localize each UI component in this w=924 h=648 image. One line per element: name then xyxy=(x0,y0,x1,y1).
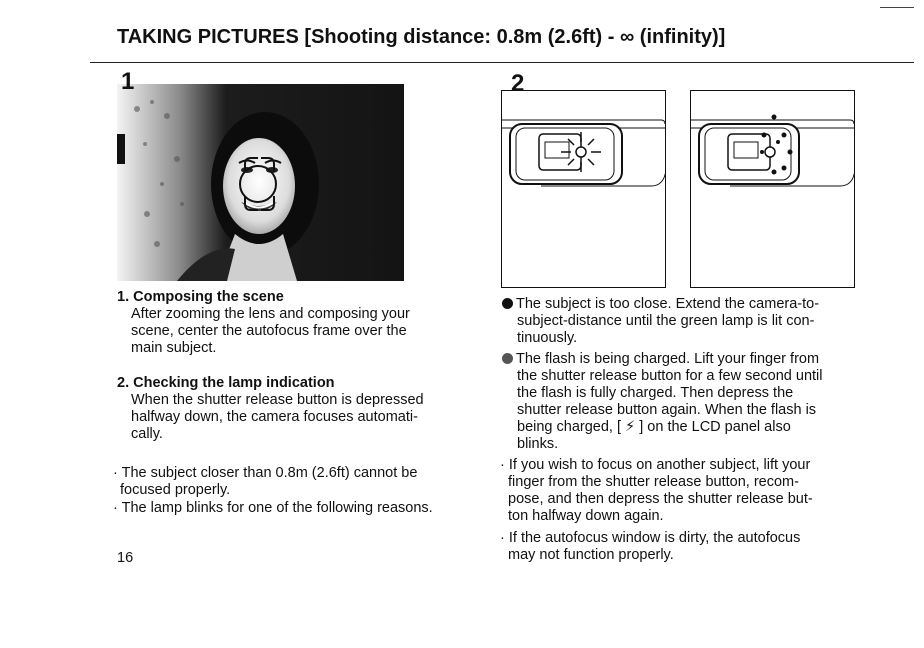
right-note-line: finger from the shutter release button, recom- xyxy=(508,474,799,490)
section-2-line: halfway down, the camera focuses automati- xyxy=(131,409,418,425)
right-note-line: pose, and then depress the shutter release but- xyxy=(508,491,813,507)
right-note-line: · If you wish to focus on another subject, lift your xyxy=(500,457,811,473)
section-1-line: scene, center the autofocus frame over the xyxy=(131,323,407,339)
reason-2-line: The flash is being charged. Lift your finger from xyxy=(502,351,819,368)
corner-rule xyxy=(880,7,914,8)
reason-2-line: shutter release button again. When the flash is xyxy=(517,402,817,418)
section-2-line: cally. xyxy=(131,426,163,442)
page-title: TAKING PICTURES [Shooting distance: 0.8m (2.6ft) - ∞ (infinity)] xyxy=(117,26,726,48)
lamp-blinking-diagram xyxy=(690,90,855,288)
title-rule xyxy=(90,62,914,63)
section-1-line: After zooming the lens and composing your xyxy=(131,306,410,322)
step-2-number: 2 xyxy=(511,70,525,97)
note-line: · The lamp blinks for one of the following reasons. xyxy=(113,500,433,516)
reason-1-marker xyxy=(502,298,513,309)
reason-2-line: being charged, [ ⚡ ] on the LCD panel also xyxy=(517,419,791,435)
page-number: 16 xyxy=(117,550,134,566)
right-note-line: may not function properly. xyxy=(508,547,674,563)
section-1-heading: 1. Composing the scene xyxy=(117,289,284,305)
reason-2-line: the flash is fully charged. Then depress the xyxy=(517,385,794,401)
reason-2-line: the shutter release button for a few second until xyxy=(517,368,823,384)
composing-photo xyxy=(117,84,404,281)
reason-1-line: The subject is too close. Extend the camera-to- xyxy=(502,296,819,313)
reason-1-line: subject-distance until the green lamp is lit con- xyxy=(517,313,815,329)
section-2-line: When the shutter release button is depressed xyxy=(131,392,424,408)
reason-2-line: blinks. xyxy=(517,436,559,452)
reason-2-marker xyxy=(502,353,513,364)
reason-1-line: tinuously. xyxy=(517,330,578,346)
step-1-number: 1 xyxy=(121,68,135,95)
section-1-line: main subject. xyxy=(131,340,217,356)
note-line: focused properly. xyxy=(120,482,231,498)
note-line: · The subject closer than 0.8m (2.6ft) cannot be xyxy=(113,465,418,481)
lamp-lit-diagram xyxy=(501,90,666,288)
right-note-line: · If the autofocus window is dirty, the autofocus xyxy=(500,530,801,546)
section-2-heading: 2. Checking the lamp indication xyxy=(117,375,335,391)
right-note-line: ton halfway down again. xyxy=(508,508,664,524)
